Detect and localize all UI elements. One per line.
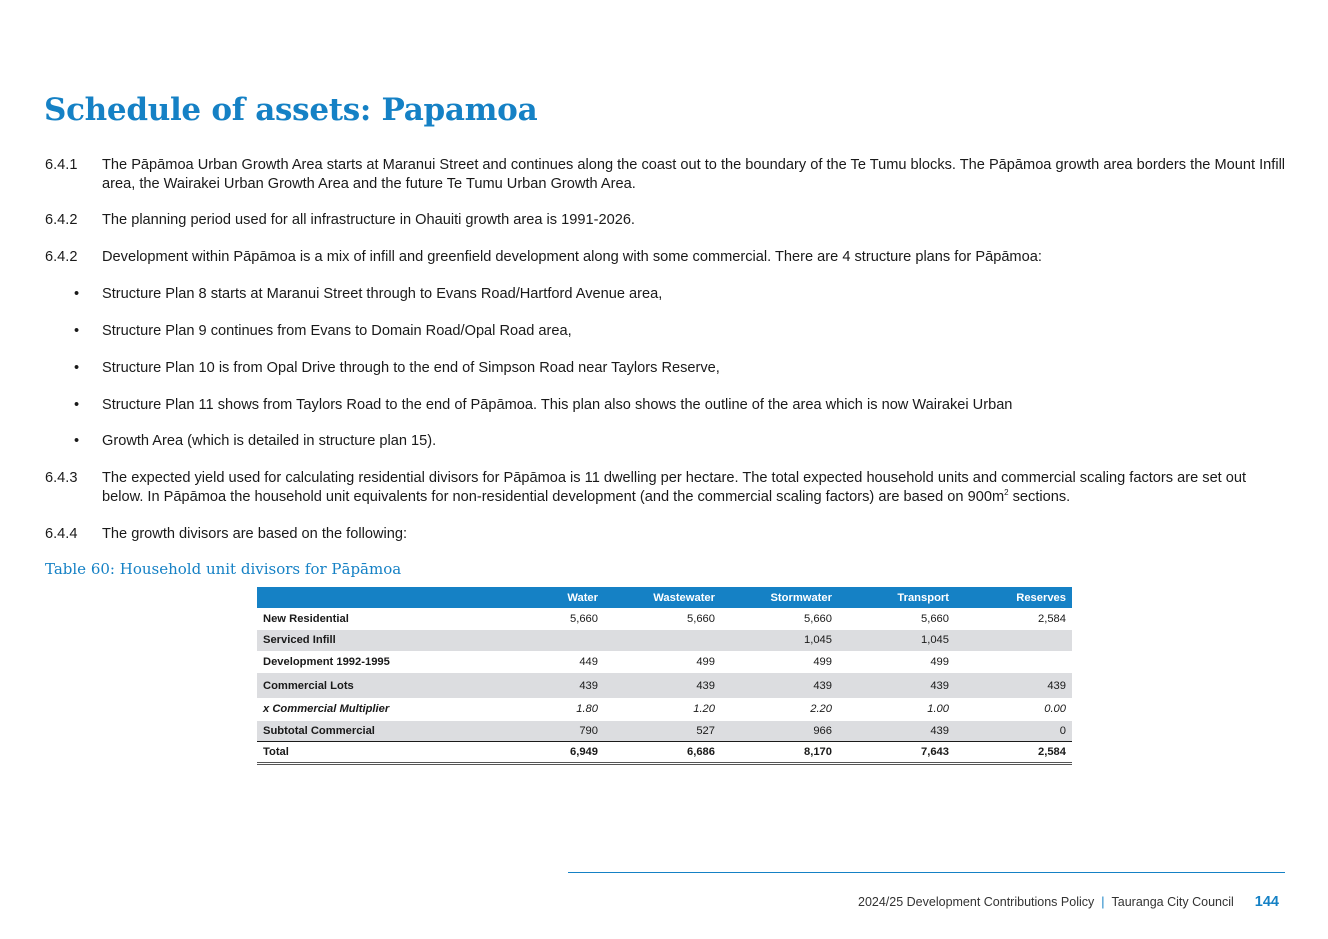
- footer-separator: |: [1101, 895, 1105, 909]
- bullet-text: Structure Plan 8 starts at Maranui Street through to Evans Road/Hartford Avenue area,: [102, 286, 663, 302]
- table-cell: 439: [604, 673, 721, 699]
- table-cell: 2.20: [721, 699, 838, 721]
- table-header-row: [257, 587, 1072, 608]
- table-cell: 5,660: [604, 608, 721, 630]
- table-cell: 5,660: [838, 608, 955, 630]
- table-cell: 0.00: [955, 699, 1072, 721]
- bullet-text: Growth Area (which is detailed in structure plan 15).: [102, 433, 437, 449]
- bullet-icon: •: [74, 397, 80, 413]
- row-label: Serviced Infill: [257, 630, 487, 652]
- paragraph-number: 6.4.2: [45, 212, 78, 228]
- bullet-icon: •: [74, 323, 80, 339]
- row-label: Subtotal Commercial: [257, 720, 487, 742]
- table-cell: 499: [838, 651, 955, 673]
- table-cell: 439: [838, 720, 955, 742]
- table-cell: 966: [721, 720, 838, 742]
- table-cell: 499: [604, 651, 721, 673]
- table-cell: 2,584: [955, 742, 1072, 764]
- footer-organisation: Tauranga City Council: [1111, 895, 1234, 909]
- bullet-text: Structure Plan 9 continues from Evans to Domain Road/Opal Road area,: [102, 323, 572, 339]
- paragraph-number: 6.4.1: [45, 157, 78, 173]
- table-cell: 1,045: [721, 630, 838, 652]
- paragraph-text-part: The expected yield used for calculating residential divisors for Pāpāmoa is 11 dwelling per hectare. The total expected household units and commercial scaling factors are set out below. In Pāpāmoa the household unit equivalents for non-residential development (and the commercial scaling factors) are based on 900m: [102, 470, 1247, 505]
- bullet-icon: •: [74, 433, 80, 449]
- table-cell: 499: [721, 651, 838, 673]
- table-row: [257, 673, 1072, 699]
- table-cell: 439: [487, 673, 604, 699]
- paragraph-6-4-1: [45, 156, 1290, 194]
- table-cell: [487, 630, 604, 652]
- page-footer: [858, 894, 1279, 910]
- column-header: [257, 587, 487, 608]
- list-item: [45, 359, 1290, 378]
- list-item: [45, 322, 1290, 341]
- table-cell: 1.00: [838, 699, 955, 721]
- table-cell: 439: [721, 673, 838, 699]
- row-label: Development 1992-1995: [257, 651, 487, 673]
- bullet-icon: •: [74, 286, 80, 302]
- row-label: x Commercial Multiplier: [257, 699, 487, 721]
- table-cell: 790: [487, 720, 604, 742]
- table-cell: 2,584: [955, 608, 1072, 630]
- bullet-icon: •: [74, 360, 80, 376]
- paragraph-number: 6.4.4: [45, 526, 78, 542]
- table-cell: 6,949: [487, 742, 604, 764]
- paragraph-text: The growth divisors are based on the following:: [102, 526, 408, 542]
- footer-document-title: 2024/25 Development Contributions Policy: [858, 895, 1095, 909]
- table-total-row: [257, 742, 1072, 764]
- paragraph-6-4-2: [45, 211, 1290, 230]
- table-cell: 5,660: [487, 608, 604, 630]
- table-row: [257, 608, 1072, 630]
- list-item: [45, 396, 1290, 415]
- paragraph-number: 6.4.3: [45, 470, 78, 486]
- column-header: Stormwater: [721, 587, 838, 608]
- paragraph-text: The planning period used for all infrastructure in Ohauiti growth area is 1991-2026.: [102, 212, 635, 228]
- table-cell: 1.20: [604, 699, 721, 721]
- table-cell: 439: [838, 673, 955, 699]
- table-cell: [955, 651, 1072, 673]
- table-cell: 5,660: [721, 608, 838, 630]
- paragraph-text: The Pāpāmoa Urban Growth Area starts at Maranui Street and continues along the coast out to the boundary of the Te Tumu blocks. The Pāpāmoa growth area borders the Mount Infill area, the Wairakei Urban Growth Area and the future Te Tumu Urban Growth Area.: [102, 157, 1286, 192]
- table-cell: 7,643: [838, 742, 955, 764]
- column-header: Reserves: [955, 587, 1072, 608]
- paragraph-number: 6.4.2: [45, 249, 78, 265]
- table-cell: 8,170: [721, 742, 838, 764]
- table-row: [257, 720, 1072, 742]
- column-header: Transport: [838, 587, 955, 608]
- column-header: Wastewater: [604, 587, 721, 608]
- table-cell: 439: [955, 673, 1072, 699]
- paragraph-text: [102, 469, 1290, 507]
- table-row: [257, 630, 1072, 652]
- table-row: [257, 651, 1072, 673]
- row-label: New Residential: [257, 608, 487, 630]
- table-row: [257, 699, 1072, 721]
- row-label: Commercial Lots: [257, 673, 487, 699]
- table-cell: [955, 630, 1072, 652]
- table-caption: Table 60: Household unit divisors for Pāpāmoa: [45, 560, 402, 578]
- table-cell: [604, 630, 721, 652]
- paragraph-6-4-3: [45, 469, 1290, 507]
- table-cell: 449: [487, 651, 604, 673]
- table-cell: 1,045: [838, 630, 955, 652]
- table-cell: 527: [604, 720, 721, 742]
- table-cell: 1.80: [487, 699, 604, 721]
- table-cell: 6,686: [604, 742, 721, 764]
- paragraph-6-4-4: [45, 525, 1290, 544]
- paragraph-text-part: sections.: [1008, 489, 1071, 505]
- row-label: Total: [257, 742, 487, 764]
- table-cell: 0: [955, 720, 1072, 742]
- list-item: [45, 285, 1290, 304]
- superscript: 2: [1004, 488, 1009, 498]
- page-number: 144: [1254, 894, 1279, 910]
- divisors-table: [257, 587, 1072, 765]
- paragraph-text: Development within Pāpāmoa is a mix of infill and greenfield development along with some commercial. There are 4 structure plans for Pāpāmoa:: [102, 249, 1042, 265]
- list-item: [45, 432, 1290, 451]
- bullet-text: Structure Plan 11 shows from Taylors Road to the end of Pāpāmoa. This plan also shows the outline of the area which is now Wairakei Urban: [102, 397, 1013, 413]
- footer-divider: [568, 872, 1285, 873]
- bullet-text: Structure Plan 10 is from Opal Drive through to the end of Simpson Road near Taylors Reserve,: [102, 360, 720, 376]
- paragraph-6-4-2b: [45, 248, 1290, 267]
- page-title: Schedule of assets: Papamoa: [44, 92, 538, 128]
- column-header: Water: [487, 587, 604, 608]
